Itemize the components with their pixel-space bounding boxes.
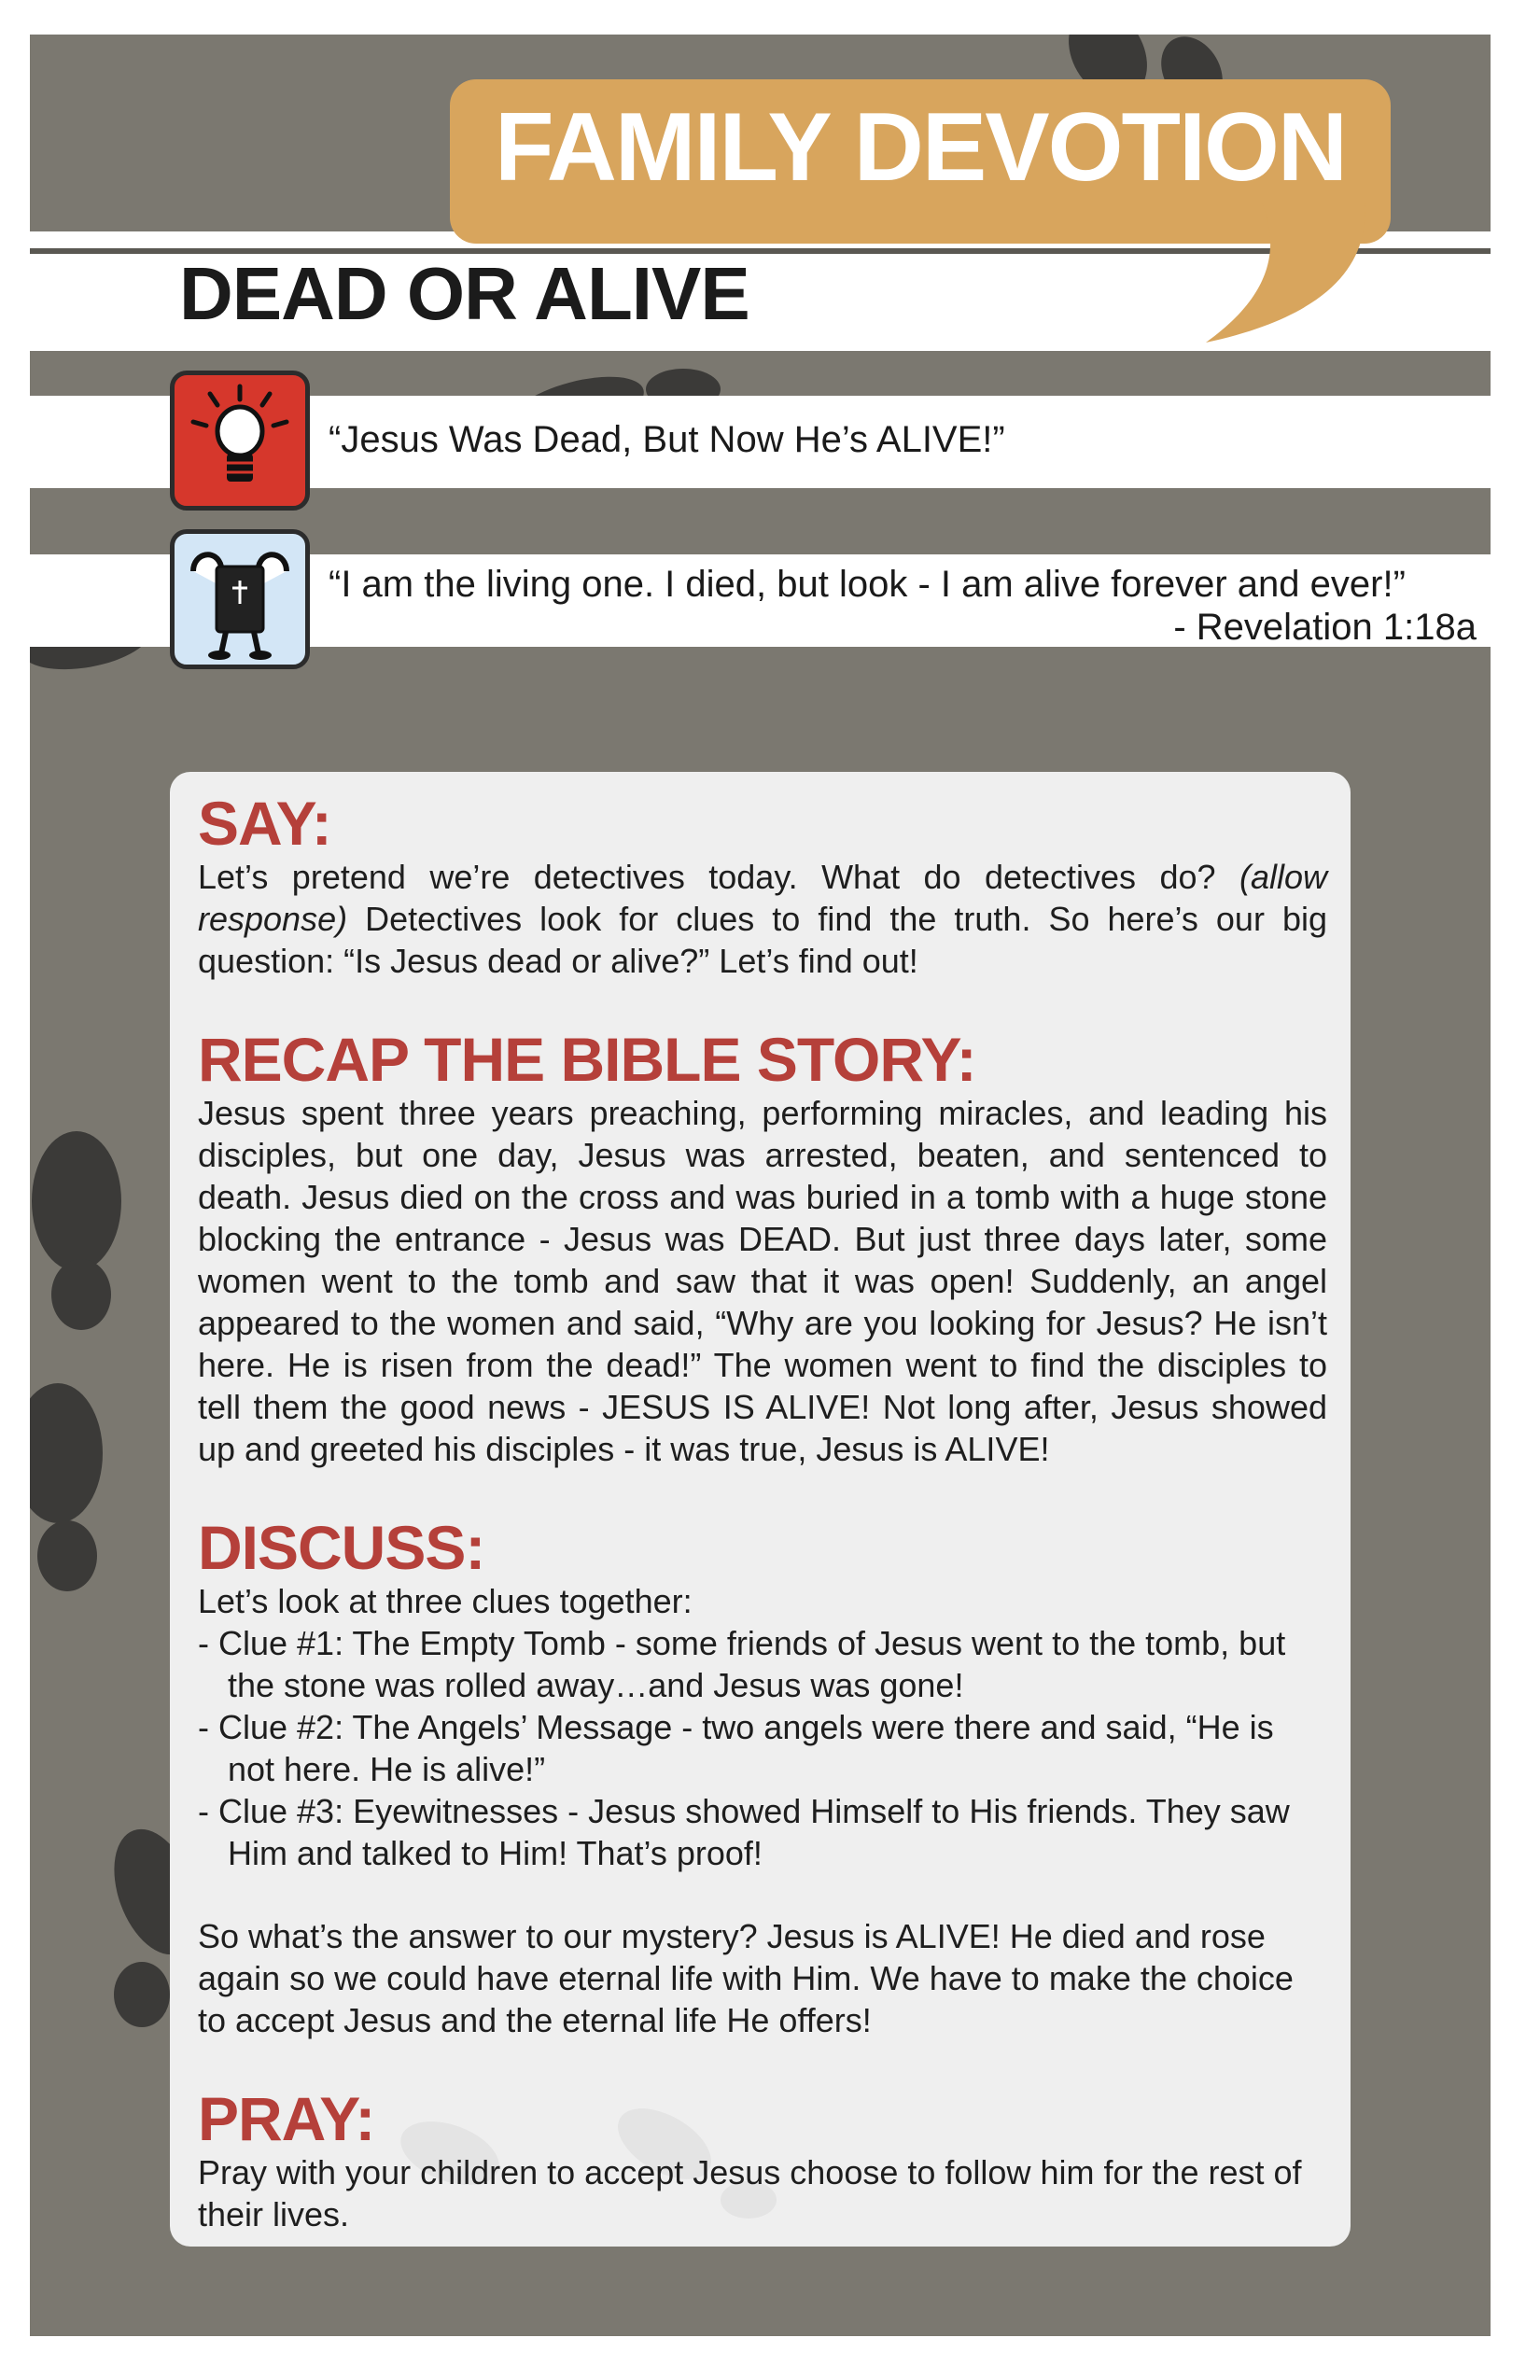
paragraph-gap (198, 1874, 1327, 1915)
pray-heading: PRAY: (198, 2084, 375, 2153)
memory-verse (329, 563, 1477, 649)
recap-text: Jesus spent three years preaching, performing miracles, and leading his disciples, but one day, Jesus was arrested, beaten, and sentenced to death. Jesus died on the cross and was buried in a tomb with a huge stone blocking the entrance - Jesus was DEAD. But just three days later, some women went to the tomb and saw that it was open! Suddenly, an angel appeared to the women and said, “Why are you looking for Jesus? He isn’t here. He is risen from the dead!” The women went to find the disciples to tell them the good news - JESUS IS ALIVE! Not long after, Jesus showed up and greeted his disciples - it was true, Jesus is ALIVE! (198, 1094, 1327, 1468)
discuss-conclusion: So what’s the answer to our mystery? Jesus is ALIVE! He died and rose again so we could have eternal life with Him. We have to make the choice to accept Jesus and the eternal life He offers! (198, 1917, 1294, 2039)
say-text-italic: (allow response) (198, 858, 1327, 938)
discuss-clue-3: - Clue #3: Eyewitnesses - Jesus showed Himself to His friends. They saw Him and talked to Him! That’s proof! (198, 1792, 1290, 1872)
memory-verse-reference: - Revelation 1:18a (1173, 607, 1477, 648)
say-text (198, 856, 1327, 982)
memory-verse-text: “I am the living one. I died, but look - I am alive forever and ever!” (329, 564, 1406, 605)
recap-heading: RECAP THE BIBLE STORY: (198, 1025, 976, 1094)
discuss-clue-2: - Clue #2: The Angels’ Message - two angels were there and said, “He is not here. He is alive!” (198, 1708, 1274, 1788)
devotion-page-background (30, 35, 1491, 2336)
discuss-intro: Let’s look at three clues together: (198, 1582, 693, 1620)
say-text-part-1: Let’s pretend we’re detectives today. What do detectives do? (198, 858, 1239, 896)
discuss-clue-1: - Clue #1: The Empty Tomb - some friends of Jesus went to the tomb, but the stone was rolled away…and Jesus was gone! (198, 1624, 1286, 1704)
bible-icon (170, 529, 310, 669)
devotion-content-card (170, 772, 1351, 2247)
banner-title: FAMILY DEVOTION (495, 93, 1346, 202)
discuss-heading: DISCUSS: (198, 1513, 485, 1582)
speech-bubble-tail (1150, 203, 1393, 352)
lesson-theme: “Jesus Was Dead, But Now He’s ALIVE!” (329, 419, 1005, 460)
card-content (198, 791, 1327, 2235)
say-text-part-2: Detectives look for clues to find the truth. So here’s our big question: “Is Jesus dead or alive?” Let’s find out! (198, 900, 1327, 980)
section-gap (198, 982, 1327, 1027)
lightbulb-icon (170, 371, 310, 511)
say-heading: SAY: (198, 789, 331, 858)
section-gap (198, 1470, 1327, 1515)
section-gap (198, 2041, 1327, 2086)
lesson-title: DEAD OR ALIVE (179, 252, 749, 335)
pray-text: Pray with your children to accept Jesus choose to follow him for the rest of their lives. (198, 2153, 1302, 2233)
